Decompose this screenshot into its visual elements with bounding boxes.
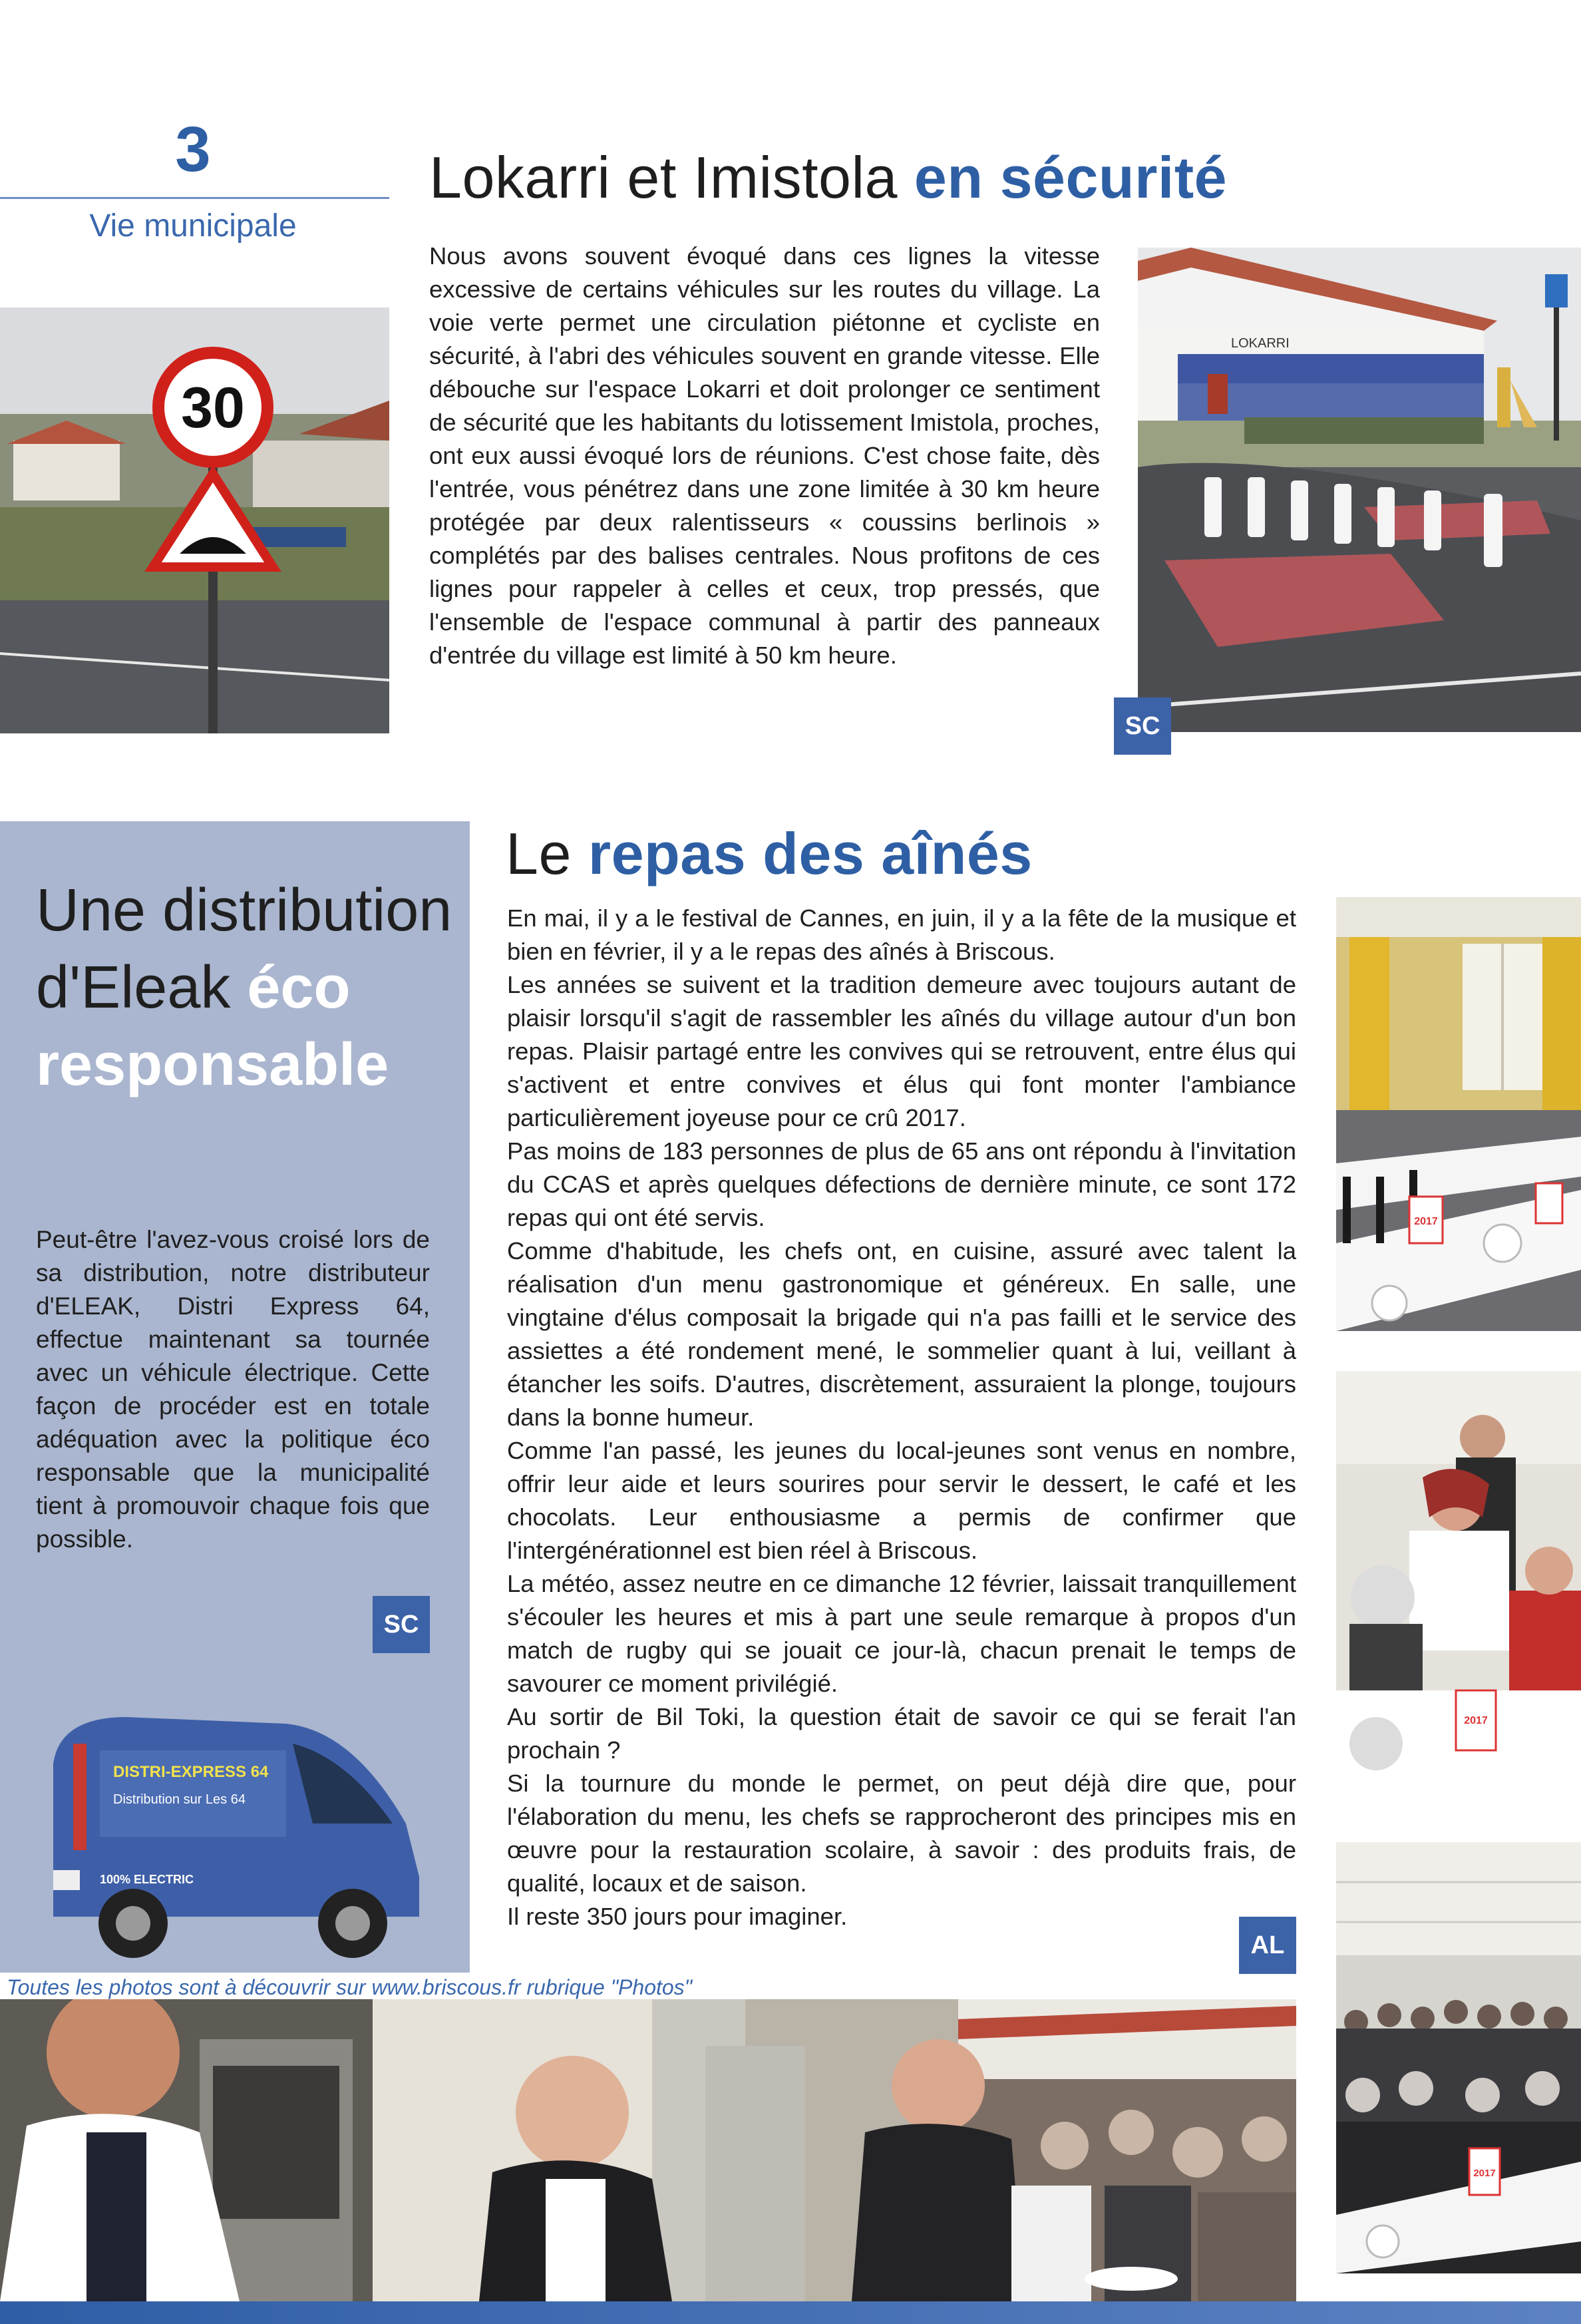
article-2-paragraph-6: La météo, assez neutre en ce dimanche 12 février, laissait tranquillement s'écouler les heures et mis à part une seule remarque à propos d'un match de rugby qui se jouait ce jour-là, chacun prenait le temps de savourer ce moment privilégié.: [507, 1570, 1296, 1697]
van-label-door: 100% ELECTRIC: [100, 1873, 194, 1886]
lokarri-entrance-illustration: [1138, 248, 1581, 732]
article-2-paragraph-2: Les années se suivent et la tradition demeure avec toujours autant de plaisir lorsqu'il s'agit de rassembler les aînés du village autour d'un bon repas. Plaisir partagé entre les convives qui se retrouvent, entre élus qui s'activent et entre convives et élus qui font monter l'ambiance particulièrement joyeuse pour ce crû 2017.: [507, 971, 1296, 1131]
article-2-paragraph-4: Comme d'habitude, les chefs ont, en cuisine, assuré avec talent la réalisation d'un menu gastronomique et généreux. En salle, une vingtaine d'élus composait la brigade qui n'a pas failli et le service des assiettes a été rondement mené, le sommelier quant à lui, veillant à étancher les soifs. D'autres, discrètement, assuraient la plonge, toujours dans la bonne humeur.: [507, 1237, 1296, 1431]
article-1-title-accent: en sécurité: [914, 144, 1228, 210]
van-label-top: DISTRI-EXPRESS 64: [113, 1763, 269, 1781]
article-1-author-badge: SC: [1114, 697, 1171, 755]
article-2-title: [506, 820, 1033, 888]
article-1-title-plain: Lokarri et Imistola: [429, 144, 914, 210]
article-2-paragraph-7: Au sortir de Bil Toki, la question était de savoir ce qui se ferait l'an prochain ?: [507, 1703, 1296, 1764]
page-number: 3: [175, 114, 211, 185]
photo-guests: [1336, 1842, 1581, 2273]
sidebar-title: [36, 872, 462, 1103]
speed-sign-number: 30: [181, 376, 245, 440]
article-2-paragraph-1: En mai, il y a le festival de Cannes, en juin, il y a la fête de la musique et bien en février, il y a le repas des aînés à Briscous.: [507, 904, 1296, 965]
photo-kitchen: [0, 1999, 1296, 2301]
sidebar-title-plain: Une distribution d'Eleak: [36, 877, 452, 1021]
article-1-body: [429, 240, 1100, 672]
table-card-year-1: 2017: [1414, 1216, 1438, 1227]
article-2-body: [507, 902, 1296, 1933]
article-2-title-accent: repas des aînés: [588, 821, 1033, 886]
electric-van-illustration: [33, 1704, 433, 1970]
article-1-paragraph: Nous avons souvent évoqué dans ces lignes la vitesse excessive de certains véhicules sur les routes du village. La voie verte permet une circulation piétonne et cycliste en sécurité, à l'abri des véhicules souvent en grande vitesse. Elle débouche sur l'espace Lokarri et doit prolonger ce sentiment de sécurité que les habitants du lotissement Imistola, proches, ont eux aussi évoqué lors de réunions. C'est chose faite, dès l'entrée, vous pénétrez dans une zone limitée à 30 km heure protégée par deux ralentisseurs « coussins berlinois » complétés par des balises centrales. Nous profitons de ces lignes pour rappeler à celles et ceux, trop pressés, que l'ensemble de l'espace communal à partir des panneaux d'entrée du village est limité à 50 km heure.: [429, 242, 1100, 669]
table-card-year-2: 2017: [1464, 1715, 1488, 1726]
building-sign: LOKARRI: [1231, 336, 1290, 351]
photo-electric-van: [33, 1704, 433, 1970]
service-illustration: [1336, 1371, 1581, 1804]
photo-lokarri-entrance: [1138, 248, 1581, 732]
photo-service: [1336, 1371, 1581, 1804]
section-label: Vie municipale: [89, 208, 297, 244]
photo-dining-hall: [1336, 897, 1581, 1331]
article-2-paragraph-3: Pas moins de 183 personnes de plus de 65 ans ont répondu à l'invitation du CCAS et après quelques défections de dernière minute, ce sont 172 repas qui ont été servis.: [507, 1137, 1296, 1231]
photo-speed-sign: [0, 307, 389, 733]
article-1-title: [429, 144, 1227, 212]
dining-hall-illustration: [1336, 897, 1581, 1331]
guests-illustration: [1336, 1842, 1581, 2273]
article-2-paragraph-8: Si la tournure du monde le permet, on peut déjà dire que, pour l'élaboration du menu, les chefs se rapprocheront des principes mis en œuvre pour la restauration scolaire, à savoir : des produits frais, de qualité, locaux et de saison.: [507, 1770, 1296, 1897]
article-2-title-plain: Le: [506, 821, 588, 886]
sidebar-body: Peut-être l'avez-vous croisé lors de sa distribution, notre distributeur d'ELEAK, Distri Express 64, effectue maintenant sa tournée avec un véhicule électrique. Cette façon de procéder est en totale adéquation avec la politique éco responsable que la municipalité tient à promouvoir chaque fois que possible.: [36, 1226, 430, 1553]
article-2-paragraph-9: Il reste 350 jours pour imaginer.: [507, 1903, 848, 1930]
kitchen-illustration: [0, 1999, 1296, 2301]
sidebar-title-accent: éco responsable: [36, 954, 389, 1098]
speed-sign-illustration: [0, 307, 389, 733]
article-2-author-badge: AL: [1239, 1917, 1296, 1974]
sidebar-author-badge: SC: [373, 1596, 430, 1653]
table-card-year-3: 2017: [1473, 2168, 1496, 2179]
bottom-band: [0, 2301, 1581, 2324]
section-divider: [0, 197, 389, 199]
van-label-sub: Distribution sur Les 64: [113, 1792, 246, 1807]
article-2-paragraph-5: Comme l'an passé, les jeunes du local-jeunes sont venus en nombre, offrir leur aide et leurs sourires pour servir le dessert, le café et les chocolats. Leur enthousiasme a permis de confirmer que l'intergénérationnel est bien réel à Briscous.: [507, 1437, 1296, 1564]
photos-caption: Toutes les photos sont à découvrir sur www.briscous.fr rubrique "Photos": [7, 1975, 693, 1999]
